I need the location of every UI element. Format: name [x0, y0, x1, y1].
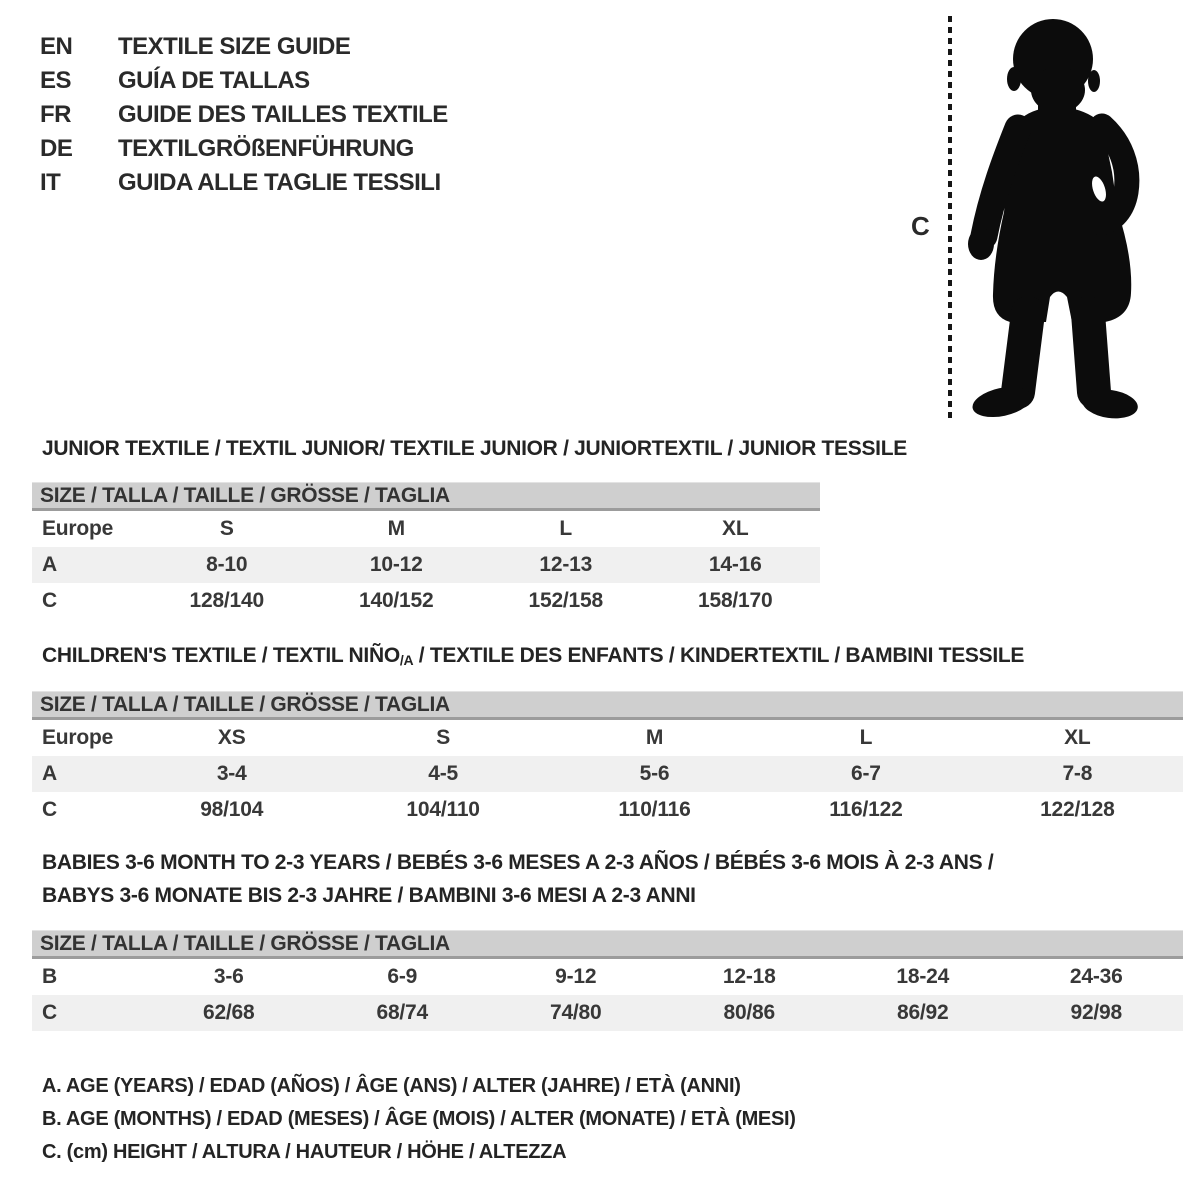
- height-cell: 128/140: [189, 589, 264, 612]
- language-row-de: [40, 132, 448, 166]
- table-row-europe: [32, 720, 1183, 756]
- size-cell: L: [559, 517, 573, 540]
- table-row-height-cm: [32, 995, 1183, 1031]
- babies-section-title: [42, 846, 993, 912]
- language-row-fr: [40, 98, 448, 132]
- row-label: A: [42, 553, 57, 576]
- children-section-title: [42, 639, 1024, 677]
- age-cell: 9-12: [555, 965, 597, 988]
- babies-title-line2: BABYS 3-6 MONATE BIS 2-3 JAHRE / BAMBINI 3-6 MESI A 2-3 ANNI: [42, 884, 696, 907]
- age-cell: 3-6: [213, 965, 244, 988]
- language-code: IT: [40, 169, 61, 196]
- size-cell: M: [387, 517, 405, 540]
- size-header-bar: SIZE / TALLA / TAILLE / GRÖSSE / TAGLIA: [32, 691, 1183, 720]
- junior-size-table: [32, 482, 820, 619]
- language-code: FR: [40, 101, 71, 128]
- height-cell: 152/158: [528, 589, 603, 612]
- height-cell: 116/122: [829, 798, 903, 821]
- table-row-height-cm: [32, 583, 820, 619]
- children-title-part3: / TEXTILE DES ENFANTS / KINDERTEXTIL / BAMBINI TESSILE: [413, 644, 1025, 667]
- row-label: C: [42, 1001, 57, 1024]
- language-row-en: [40, 30, 448, 64]
- size-cell: S: [436, 726, 451, 749]
- babies-size-table: [32, 930, 1183, 1031]
- language-row-es: [40, 64, 448, 98]
- height-measure-label: C: [911, 211, 930, 241]
- age-cell: 24-36: [1069, 965, 1123, 988]
- children-title-part1: CHILDREN'S TEXTILE / TEXTIL NIÑO: [42, 644, 400, 667]
- babies-title-line1: BABIES 3-6 MONTH TO 2-3 YEARS / BEBÉS 3-6 MESES A 2-3 AÑOS / BÉBÉS 3-6 MOIS À 2-3 ANS /: [42, 851, 994, 874]
- size-cell: XL: [1064, 726, 1091, 749]
- table-row-height-cm: [32, 792, 1183, 828]
- height-cell: 98/104: [200, 798, 264, 821]
- guide-title: TEXTILGRÖßENFÜHRUNG: [118, 135, 414, 162]
- children-size-table: [32, 691, 1183, 828]
- guide-title: GUIDE DES TAILLES TEXTILE: [118, 101, 448, 128]
- age-cell: 7-8: [1062, 762, 1093, 785]
- height-cell: 92/98: [1070, 1001, 1123, 1024]
- size-cell: L: [859, 726, 873, 749]
- age-cell: 12-18: [722, 965, 776, 988]
- row-label: C: [42, 798, 57, 821]
- size-cell: XL: [722, 517, 749, 540]
- language-row-it: [40, 166, 448, 200]
- footnotes: [42, 1070, 796, 1169]
- guide-title: TEXTILE SIZE GUIDE: [118, 33, 351, 60]
- row-label: Europe: [42, 726, 114, 749]
- size-header-bar: SIZE / TALLA / TAILLE / GRÖSSE / TAGLIA: [32, 930, 1183, 959]
- height-cell: 80/86: [723, 1001, 776, 1024]
- age-cell: 6-9: [387, 965, 418, 988]
- height-cell: 68/74: [376, 1001, 429, 1024]
- language-code: ES: [40, 67, 72, 94]
- age-cell: 10-12: [369, 553, 423, 576]
- height-cell: 140/152: [358, 589, 434, 612]
- height-cell: 104/110: [406, 798, 480, 821]
- row-label: A: [42, 762, 57, 785]
- baby-silhouette-icon: [962, 10, 1148, 422]
- age-cell: 18-24: [896, 965, 950, 988]
- size-cell: S: [219, 517, 234, 540]
- height-cell: 86/92: [896, 1001, 949, 1024]
- age-cell: 12-13: [539, 553, 593, 576]
- size-header-bar: SIZE / TALLA / TAILLE / GRÖSSE / TAGLIA: [32, 482, 820, 511]
- table-row-europe: [32, 511, 820, 547]
- height-cell: 122/128: [1040, 798, 1115, 821]
- table-row-age-months: [32, 959, 1183, 995]
- guide-title: GUÍA DE TALLAS: [118, 67, 310, 94]
- height-cell: 74/80: [549, 1001, 602, 1024]
- height-cell: 158/170: [697, 589, 773, 612]
- height-dashed-line: [948, 16, 952, 419]
- table-row-age-years: [32, 756, 1183, 792]
- age-cell: 6-7: [851, 762, 881, 785]
- children-title-subscript: /A: [399, 652, 414, 668]
- size-cell: M: [645, 726, 664, 749]
- row-label: Europe: [42, 517, 114, 540]
- age-cell: 3-4: [216, 762, 247, 785]
- junior-section-title: JUNIOR TEXTILE / TEXTIL JUNIOR/ TEXTILE JUNIOR / JUNIORTEXTIL / JUNIOR TESSILE: [42, 437, 907, 460]
- table-row-age-years: [32, 547, 820, 583]
- language-title-block: [40, 30, 448, 200]
- age-cell: 8-10: [206, 553, 248, 576]
- age-cell: 5-6: [639, 762, 670, 785]
- age-cell: 14-16: [708, 553, 762, 576]
- height-cell: 110/116: [618, 798, 691, 821]
- row-label: B: [42, 965, 57, 988]
- row-label: C: [42, 589, 57, 612]
- language-code: DE: [40, 135, 73, 162]
- language-code: EN: [40, 33, 73, 60]
- footnote-age-months: B. AGE (MONTHS) / EDAD (MESES) / ÂGE (MOIS) / ALTER (MONATE) / ETÀ (MESI): [42, 1108, 796, 1130]
- footnote-height: C. (cm) HEIGHT / ALTURA / HAUTEUR / HÖHE / ALTEZZA: [42, 1141, 567, 1163]
- footnote-age-years: A. AGE (YEARS) / EDAD (AÑOS) / ÂGE (ANS) / ALTER (JAHRE) / ETÀ (ANNI): [42, 1075, 741, 1097]
- guide-title: GUIDA ALLE TAGLIE TESSILI: [118, 169, 441, 196]
- age-cell: 4-5: [428, 762, 458, 785]
- size-cell: XS: [217, 726, 246, 749]
- height-cell: 62/68: [202, 1001, 255, 1024]
